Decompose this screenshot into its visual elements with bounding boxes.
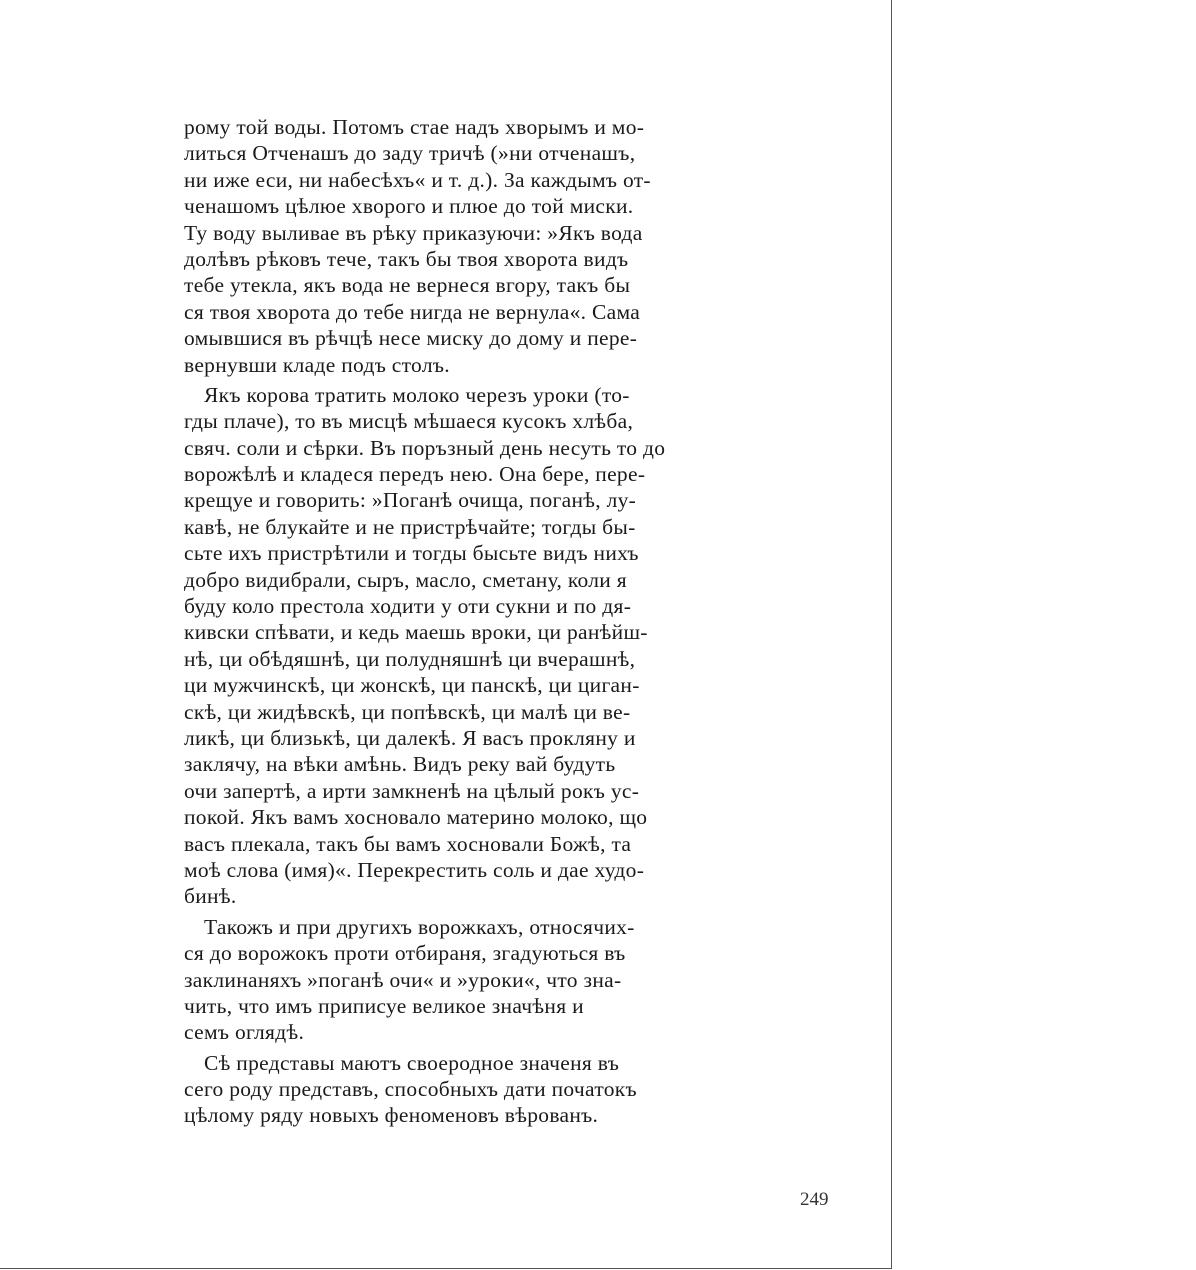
- paragraph: [184, 914, 724, 1046]
- text-line: очи запертѣ, а ирти замкненѣ на цѣлый рокъ ус-: [184, 778, 640, 803]
- text-line: гды плаче), то въ мисцѣ мѣшаеся кусокъ хлѣба,: [184, 409, 634, 434]
- text-line: сьте ихъ пристрѣтили и тогды бысьте видъ нихъ: [184, 541, 639, 566]
- text-line: скѣ, ци жидѣвскѣ, ци попѣвскѣ, ци малѣ ци ве-: [184, 699, 631, 724]
- text-line: заклячу, на вѣки амѣнь. Видъ реку вай будуть: [184, 752, 616, 777]
- text-line: долѣвъ рѣковъ тече, такъ бы твоя хворота видъ: [184, 246, 629, 271]
- text-line: тебе утекла, якъ вода не вернеся вгору, такъ бы: [184, 273, 631, 298]
- text-line: Ту воду выливае въ рѣку приказуючи: »Якъ вода: [184, 220, 643, 245]
- page-number: 249: [800, 1189, 829, 1210]
- paragraph: [184, 382, 724, 910]
- paragraph: [184, 1050, 724, 1129]
- text-line: покой. Якъ вамъ хосновало материно молоко, що: [184, 805, 648, 830]
- text-line: ворожѣлѣ и кладеся передъ нею. Она бере, пере-: [184, 462, 646, 487]
- text-line: омывшися въ рѣчцѣ несе миску до дому и пере-: [184, 326, 638, 351]
- text-line: васъ плекала, такъ бы вамъ хосновали Божѣ, та: [184, 831, 632, 856]
- text-line: добро видибрали, сыръ, масло, сметану, коли я: [184, 567, 627, 592]
- text-line: крещуе и говорить: »Поганѣ очища, поганѣ, лу-: [184, 488, 637, 513]
- text-line: ни иже еси, ни набесѣхъ« и т. д.). За каждымъ от-: [184, 167, 651, 192]
- text-line: свяч. соли и сѣрки. Въ поръзный день несуть то до: [184, 435, 666, 460]
- text-line: Такожъ и при другихъ ворожкахъ, относячих-: [204, 914, 635, 939]
- text-line: рому той воды. Потомъ стае надъ хворымъ и мо-: [184, 115, 645, 139]
- text-line: кивски спѣвати, и кедь маешь вроки, ци ранѣйш-: [184, 620, 648, 645]
- text-line: Якъ корова тратить молоко черезъ уроки (то-: [204, 382, 630, 407]
- body-text: [184, 114, 724, 1129]
- text-line: семъ оглядѣ.: [184, 1020, 305, 1045]
- text-line: сего роду представъ, способныхъ дати початокъ: [184, 1077, 637, 1102]
- text-line: буду коло престола ходити у оти сукни и по дя-: [184, 594, 632, 619]
- text-line: моѣ слова (имя)«. Перекрестить соль и дае худо-: [184, 857, 645, 882]
- text-line: литься Отченашъ до заду тричѣ (»ни отченашъ,: [184, 141, 636, 166]
- text-line: ся до ворожокъ проти отбираня, згадуються въ: [184, 941, 626, 966]
- text-line: цѣлому ряду новыхъ феноменовъ вѣрованъ.: [184, 1103, 599, 1128]
- text-line: чить, что имъ приписуе великое значѣня и: [184, 993, 584, 1018]
- text-line: кавѣ, не блукайте и не пристрѣчайте; тогды бы-: [184, 514, 636, 539]
- text-line: заклинаняхъ »поганѣ очи« и »уроки«, что зна-: [184, 967, 622, 992]
- text-line: ченашомъ цѣлюе хворого и плюе до той миски.: [184, 194, 634, 219]
- text-line: вернувши кладе подъ столъ.: [184, 352, 450, 377]
- text-line: ликѣ, ци близькѣ, ци далекѣ. Я васъ прокляну и: [184, 725, 636, 750]
- text-line: ци мужчинскѣ, ци жонскѣ, ци панскѣ, ци циган-: [184, 673, 640, 698]
- text-line: ся твоя хворота до тебе нигда не вернула«. Сама: [184, 299, 641, 324]
- text-line: Сѣ представы маютъ своеродное значеня въ: [204, 1050, 620, 1075]
- text-line: бинѣ.: [184, 884, 237, 909]
- paragraph: [184, 114, 724, 378]
- text-line: нѣ, ци обѣдяшнѣ, ци полудняшнѣ ци вчерашнѣ,: [184, 646, 636, 671]
